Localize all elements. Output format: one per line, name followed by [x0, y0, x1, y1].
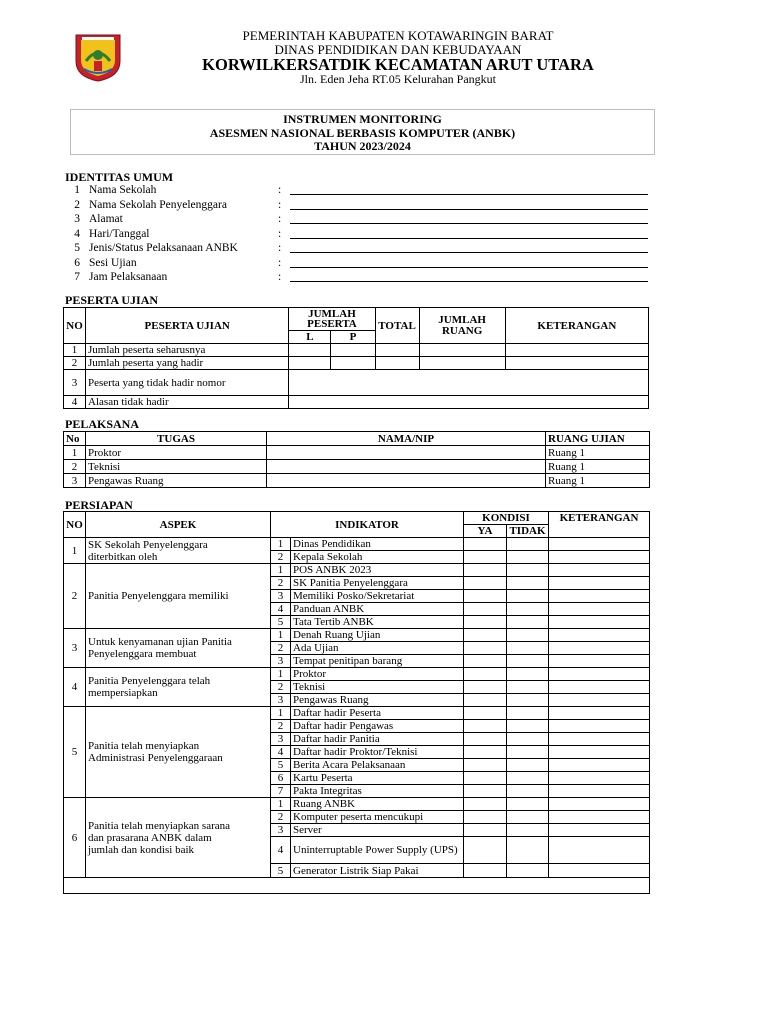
cell-p[interactable] [331, 344, 375, 357]
keterangan-cell[interactable] [549, 811, 650, 824]
keterangan-cell[interactable] [549, 577, 650, 590]
pelaksana-row-ruang: Ruang 1 [546, 474, 650, 488]
indikator-no: 1 [271, 798, 291, 811]
peserta-row-label: Jumlah peserta seharusnya [86, 344, 289, 357]
header-department-line: DINAS PENDIDIKAN DAN KEBUDAYAAN [274, 42, 522, 57]
identitas-fill-line[interactable] [290, 281, 648, 282]
indikator-no: 5 [271, 759, 291, 772]
kondisi-tidak-cell[interactable] [507, 824, 549, 837]
keterangan-cell[interactable] [549, 864, 650, 878]
indikator-label: Kartu Peserta [291, 772, 464, 785]
identitas-row [65, 271, 655, 285]
indikator-label: Teknisi [291, 681, 464, 694]
persiapan-aspek: SK Sekolah Penyelenggara diterbitkan oleh [86, 538, 271, 564]
identitas-no: 7 [74, 271, 80, 283]
kondisi-tidak-cell[interactable] [507, 642, 549, 655]
keterangan-cell[interactable] [549, 720, 650, 733]
pelaksana-row-tugas: Teknisi [86, 460, 267, 474]
identitas-row [65, 257, 655, 271]
keterangan-cell[interactable] [549, 564, 650, 577]
keterangan-cell[interactable] [549, 837, 650, 864]
indikator-label: Tempat penitipan barang [291, 655, 464, 668]
identitas-no: 6 [74, 257, 80, 269]
persiapan-heading: PERSIAPAN [65, 498, 133, 512]
identitas-colon: : [278, 271, 282, 283]
title-line-3: TAHUN 2023/2024 [314, 139, 411, 153]
persiapan-blank-row [64, 878, 650, 894]
cell-ruang[interactable] [419, 344, 505, 357]
peserta-row-no: 4 [64, 396, 86, 409]
identitas-colon: : [278, 228, 282, 240]
kondisi-tidak-cell[interactable] [507, 720, 549, 733]
identitas-label: Jam Pelaksanaan [89, 271, 168, 283]
indikator-no: 1 [271, 538, 291, 551]
persiapan-aspek: Panitia telah menyiapkan sarana dan prasarana ANBK dalam jumlah dan kondisi baik [86, 798, 271, 878]
kondisi-ya-cell[interactable] [464, 798, 507, 811]
identitas-no: 2 [74, 199, 80, 211]
persiapan-aspek: Untuk kenyamanan ujian Panitia Penyelenggara membuat [86, 629, 271, 668]
persiapan-aspek: Panitia Penyelenggara telah mempersiapkan [86, 668, 271, 707]
col-header-nama-nip: NAMA/NIP [267, 432, 546, 446]
indikator-no: 3 [271, 824, 291, 837]
identitas-row [65, 199, 655, 213]
indikator-no: 4 [271, 603, 291, 616]
pelaksana-table [63, 431, 650, 488]
kondisi-ya-cell[interactable] [464, 837, 507, 864]
col-header-ya: YA [464, 525, 507, 538]
kondisi-tidak-cell[interactable] [507, 603, 549, 616]
kondisi-ya-cell[interactable] [464, 759, 507, 772]
keterangan-cell[interactable] [549, 668, 650, 681]
identitas-fill-line[interactable] [290, 223, 648, 224]
indikator-no: 2 [271, 811, 291, 824]
kondisi-tidak-cell[interactable] [507, 551, 549, 564]
pelaksana-row-no: 3 [64, 474, 86, 488]
identitas-row [65, 242, 655, 256]
identitas-no: 1 [74, 184, 80, 196]
identitas-no: 4 [74, 228, 80, 240]
header-address: Jln. Eden Jeha RT.05 Kelurahan Pangkut [299, 72, 496, 86]
kondisi-ya-cell[interactable] [464, 538, 507, 551]
identitas-colon: : [278, 242, 282, 254]
keterangan-cell[interactable] [549, 785, 650, 798]
cell-keterangan[interactable] [505, 357, 648, 370]
indikator-label: Tata Tertib ANBK [291, 616, 464, 629]
pelaksana-row-tugas: Pengawas Ruang [86, 474, 267, 488]
keterangan-cell[interactable] [549, 824, 650, 837]
indikator-no: 5 [271, 616, 291, 629]
indikator-label: Uninterruptable Power Supply (UPS) [291, 837, 464, 864]
kondisi-ya-cell[interactable] [464, 590, 507, 603]
keterangan-cell[interactable] [549, 551, 650, 564]
identitas-colon: : [278, 257, 282, 269]
kondisi-tidak-cell[interactable] [507, 616, 549, 629]
kondisi-ya-cell[interactable] [464, 577, 507, 590]
kondisi-tidak-cell[interactable] [507, 811, 549, 824]
pelaksana-row-nama[interactable] [267, 446, 546, 460]
peserta-heading: PESERTA UJIAN [65, 293, 159, 307]
peserta-row-no: 2 [64, 357, 86, 370]
indikator-label: Kepala Sekolah [291, 551, 464, 564]
identitas-fill-line[interactable] [290, 252, 648, 253]
col-header-total: TOTAL [375, 308, 419, 344]
col-header-l: L [289, 331, 331, 344]
document-title-box [70, 109, 655, 155]
header-office-name: KORWILKERSATDIK KECAMATAN ARUT UTARA [202, 55, 594, 74]
indikator-no: 1 [271, 564, 291, 577]
identitas-heading: IDENTITAS UMUM [65, 170, 174, 184]
kondisi-ya-cell[interactable] [464, 772, 507, 785]
indikator-no: 3 [271, 733, 291, 746]
keterangan-cell[interactable] [549, 707, 650, 720]
identitas-no: 5 [74, 242, 80, 254]
indikator-label: Denah Ruang Ujian [291, 629, 464, 642]
kondisi-tidak-cell[interactable] [507, 733, 549, 746]
col-header-aspek: ASPEK [86, 512, 271, 538]
identitas-fill-line[interactable] [290, 194, 648, 195]
kondisi-tidak-cell[interactable] [507, 590, 549, 603]
keterangan-cell[interactable] [549, 616, 650, 629]
pelaksana-row-ruang: Ruang 1 [546, 446, 650, 460]
kondisi-ya-cell[interactable] [464, 655, 507, 668]
col-header-tugas: TUGAS [86, 432, 267, 446]
col-header-p: P [331, 331, 375, 344]
identitas-row [65, 213, 655, 227]
kondisi-ya-cell[interactable] [464, 864, 507, 878]
kondisi-ya-cell[interactable] [464, 551, 507, 564]
title-line-2: ASESMEN NASIONAL BERBASIS KOMPUTER (ANBK) [209, 125, 516, 140]
header-government-line: PEMERINTAH KABUPATEN KOTAWARINGIN BARAT [242, 28, 554, 43]
identitas-label: Hari/Tanggal [89, 228, 150, 240]
kondisi-ya-cell[interactable] [464, 629, 507, 642]
keterangan-cell[interactable] [549, 772, 650, 785]
col-header-keterangan: KETERANGAN [549, 512, 650, 538]
persiapan-no: 5 [64, 707, 86, 798]
cell-l[interactable] [289, 344, 331, 357]
keterangan-cell[interactable] [549, 655, 650, 668]
kondisi-tidak-cell[interactable] [507, 798, 549, 811]
keterangan-cell[interactable] [549, 746, 650, 759]
kondisi-ya-cell[interactable] [464, 616, 507, 629]
indikator-no: 7 [271, 785, 291, 798]
col-header-keterangan: KETERANGAN [505, 308, 648, 344]
indikator-no: 5 [271, 864, 291, 878]
kondisi-ya-cell[interactable] [464, 668, 507, 681]
indikator-label: Ruang ANBK [291, 798, 464, 811]
indikator-label: Pengawas Ruang [291, 694, 464, 707]
peserta-row-no: 3 [64, 370, 86, 396]
cell-p[interactable] [331, 357, 375, 370]
persiapan-table [63, 511, 650, 894]
indikator-label: Daftar hadir Pengawas [291, 720, 464, 733]
kondisi-tidak-cell[interactable] [507, 864, 549, 878]
kondisi-tidak-cell[interactable] [507, 564, 549, 577]
col-header-jumlah-ruang: JUMLAH RUANG [419, 308, 505, 344]
keterangan-cell[interactable] [549, 798, 650, 811]
kondisi-tidak-cell[interactable] [507, 746, 549, 759]
pelaksana-row-nama[interactable] [267, 460, 546, 474]
kondisi-tidak-cell[interactable] [507, 707, 549, 720]
kondisi-ya-cell[interactable] [464, 824, 507, 837]
kondisi-tidak-cell[interactable] [507, 772, 549, 785]
keterangan-cell[interactable] [549, 590, 650, 603]
kondisi-ya-cell[interactable] [464, 707, 507, 720]
identitas-label: Nama Sekolah [89, 184, 157, 196]
keterangan-cell[interactable] [549, 538, 650, 551]
indikator-label: Komputer peserta mencukupi [291, 811, 464, 824]
indikator-label: Daftar hadir Peserta [291, 707, 464, 720]
col-header-jumlah-peserta: JUMLAH PESERTA [289, 308, 375, 331]
indikator-label: Ada Ujian [291, 642, 464, 655]
kondisi-tidak-cell[interactable] [507, 655, 549, 668]
persiapan-no: 2 [64, 564, 86, 629]
indikator-no: 2 [271, 720, 291, 733]
indikator-label: Proktor [291, 668, 464, 681]
identitas-colon: : [278, 199, 282, 211]
cell-l[interactable] [289, 357, 331, 370]
pelaksana-row-tugas: Proktor [86, 446, 267, 460]
kondisi-ya-cell[interactable] [464, 720, 507, 733]
persiapan-no: 4 [64, 668, 86, 707]
indikator-no: 2 [271, 642, 291, 655]
keterangan-cell[interactable] [549, 759, 650, 772]
indikator-no: 3 [271, 590, 291, 603]
kondisi-ya-cell[interactable] [464, 694, 507, 707]
kondisi-ya-cell[interactable] [464, 603, 507, 616]
peserta-row-label: Peserta yang tidak hadir nomor [86, 370, 289, 396]
indikator-no: 2 [271, 577, 291, 590]
pelaksana-row-ruang: Ruang 1 [546, 460, 650, 474]
kondisi-tidak-cell[interactable] [507, 837, 549, 864]
indikator-label: Panduan ANBK [291, 603, 464, 616]
indikator-label: Memiliki Posko/Sekretariat [291, 590, 464, 603]
identitas-label: Alamat [89, 213, 123, 225]
keterangan-cell[interactable] [549, 694, 650, 707]
cell-total[interactable] [375, 344, 419, 357]
cell-alasan[interactable] [289, 396, 649, 409]
indikator-label: Berita Acara Pelaksanaan [291, 759, 464, 772]
indikator-no: 1 [271, 668, 291, 681]
kondisi-tidak-cell[interactable] [507, 577, 549, 590]
kondisi-tidak-cell[interactable] [507, 538, 549, 551]
identitas-label: Nama Sekolah Penyelenggara [89, 199, 227, 211]
col-header-no: No [64, 432, 86, 446]
indikator-no: 6 [271, 772, 291, 785]
indikator-no: 1 [271, 629, 291, 642]
kondisi-tidak-cell[interactable] [507, 668, 549, 681]
indikator-label: Daftar hadir Proktor/Teknisi [291, 746, 464, 759]
keterangan-cell[interactable] [549, 629, 650, 642]
identitas-row [65, 228, 655, 242]
indikator-label: Pakta Integritas [291, 785, 464, 798]
kondisi-ya-cell[interactable] [464, 733, 507, 746]
pelaksana-row-no: 2 [64, 460, 86, 474]
peserta-table [63, 307, 649, 409]
col-header-kondisi: KONDISI [464, 512, 549, 525]
indikator-no: 4 [271, 746, 291, 759]
persiapan-no: 3 [64, 629, 86, 668]
pelaksana-row-nama[interactable] [267, 474, 546, 488]
kondisi-tidak-cell[interactable] [507, 681, 549, 694]
col-header-indikator: INDIKATOR [271, 512, 464, 538]
indikator-label: POS ANBK 2023 [291, 564, 464, 577]
identitas-fill-line[interactable] [290, 209, 648, 210]
identitas-fill-line[interactable] [290, 267, 648, 268]
col-header-no: NO [64, 512, 86, 538]
kondisi-ya-cell[interactable] [464, 785, 507, 798]
col-header-no: NO [64, 308, 86, 344]
indikator-label: SK Panitia Penyelenggara [291, 577, 464, 590]
kondisi-tidak-cell[interactable] [507, 629, 549, 642]
persiapan-aspek: Panitia Penyelenggara memiliki [86, 564, 271, 629]
kondisi-tidak-cell[interactable] [507, 694, 549, 707]
identitas-label: Sesi Ujian [89, 257, 137, 269]
cell-nomor-tidak-hadir[interactable] [289, 370, 649, 396]
kondisi-ya-cell[interactable] [464, 564, 507, 577]
identitas-label: Jenis/Status Pelaksanaan ANBK [89, 242, 238, 254]
indikator-no: 2 [271, 551, 291, 564]
cell-keterangan[interactable] [505, 344, 648, 357]
identitas-no: 3 [74, 213, 80, 225]
pelaksana-heading: PELAKSANA [65, 417, 140, 431]
kondisi-tidak-cell[interactable] [507, 785, 549, 798]
identitas-fill-line[interactable] [290, 238, 648, 239]
indikator-no: 3 [271, 655, 291, 668]
keterangan-cell[interactable] [549, 603, 650, 616]
indikator-label: Generator Listrik Siap Pakai [291, 864, 464, 878]
indikator-no: 3 [271, 694, 291, 707]
kondisi-ya-cell[interactable] [464, 642, 507, 655]
keterangan-cell[interactable] [549, 642, 650, 655]
title-line-1: INSTRUMEN MONITORING [283, 112, 442, 126]
indikator-no: 2 [271, 681, 291, 694]
indikator-label: Daftar hadir Panitia [291, 733, 464, 746]
cell-ruang[interactable] [419, 357, 505, 370]
persiapan-no: 1 [64, 538, 86, 564]
indikator-no: 1 [271, 707, 291, 720]
identitas-row [65, 184, 655, 198]
peserta-row-no: 1 [64, 344, 86, 357]
identitas-colon: : [278, 213, 282, 225]
kondisi-ya-cell[interactable] [464, 811, 507, 824]
peserta-row-label: Alasan tidak hadir [86, 396, 289, 409]
col-header-tidak: TIDAK [507, 525, 549, 538]
kondisi-ya-cell[interactable] [464, 681, 507, 694]
indikator-label: Server [291, 824, 464, 837]
persiapan-no: 6 [64, 798, 86, 878]
keterangan-cell[interactable] [549, 733, 650, 746]
col-header-ruang-ujian: RUANG UJIAN [546, 432, 650, 446]
kondisi-ya-cell[interactable] [464, 746, 507, 759]
pelaksana-row-no: 1 [64, 446, 86, 460]
kondisi-tidak-cell[interactable] [507, 759, 549, 772]
indikator-no: 4 [271, 837, 291, 864]
col-header-peserta: PESERTA UJIAN [86, 308, 289, 344]
keterangan-cell[interactable] [549, 681, 650, 694]
peserta-row-label: Jumlah peserta yang hadir [86, 357, 289, 370]
cell-total[interactable] [375, 357, 419, 370]
persiapan-aspek: Panitia telah menyiapkan Administrasi Penyelenggaraan [86, 707, 271, 798]
identitas-colon: : [278, 184, 282, 196]
indikator-label: Dinas Pendidikan [291, 538, 464, 551]
